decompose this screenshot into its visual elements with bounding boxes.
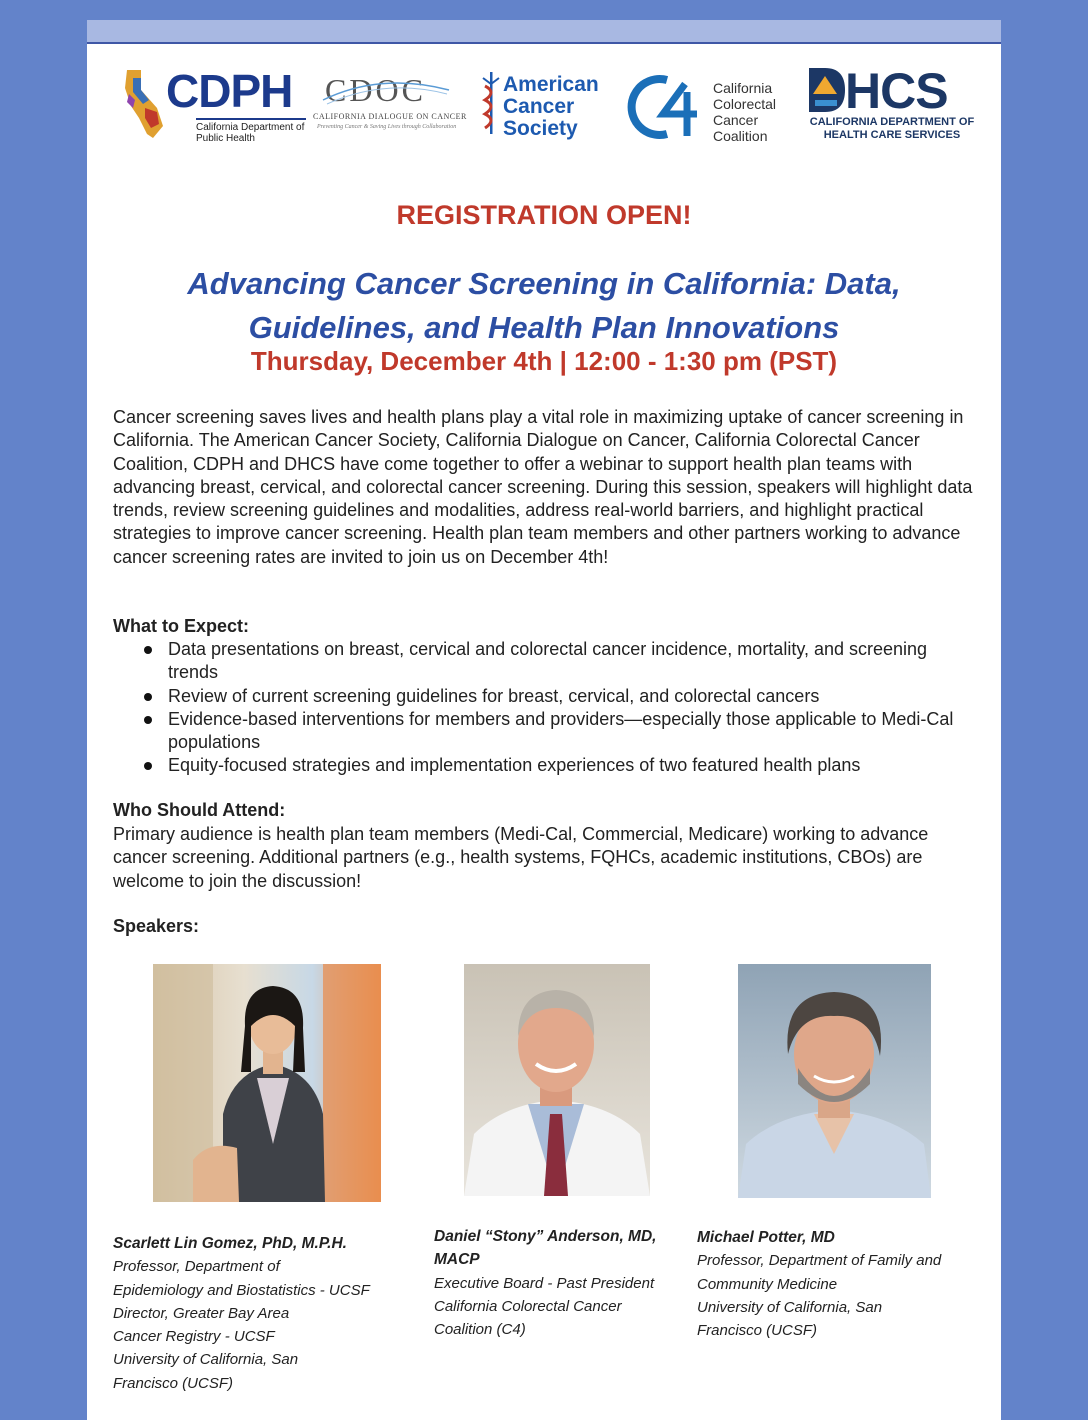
expect-heading: What to Expect: [113, 616, 250, 636]
attend-heading: Who Should Attend: [113, 800, 286, 820]
acs-name-line3: Society [503, 117, 578, 140]
speaker-photo-anderson [464, 964, 650, 1196]
cdoc-tagline: Preventing Cancer & Saving Lives through Collaboration [317, 124, 457, 130]
speaker-photo-potter [738, 964, 931, 1198]
speaker-name: Michael Potter, MD [697, 1229, 835, 1246]
dhcs-name-line2: HEALTH CARE SERVICES [823, 129, 961, 141]
cdoc-name: CALIFORNIA DIALOGUE ON CANCER [313, 112, 467, 121]
dhcs-name [807, 116, 977, 142]
cdph-logo [123, 65, 305, 146]
list-item: Data presentations on breast, cervical and colorectal cancer incidence, mortality, and screening trends [139, 638, 979, 685]
c4-name [713, 80, 776, 144]
c4-logo [627, 66, 787, 146]
list-item: Evidence-based interventions for members and providers—especially those applicable to Medi-Cal populations [139, 708, 979, 755]
event-date: Thursday, December 4th | 12:00 - 1:30 pm (PST) [250, 346, 838, 376]
speaker-line: Community Medicine [697, 1275, 838, 1293]
acs-name-line1: American [503, 73, 599, 96]
portrait-man-doctor-image [464, 964, 650, 1196]
speaker-line: Professor, Department of Family and [697, 1252, 942, 1270]
event-title: Advancing Cancer Screening in California: Data, Guidelines, and Health Plan Innovations [187, 266, 901, 345]
acs-name-line2: Cancer [503, 95, 575, 118]
dhcs-abbr: HCS [845, 63, 948, 119]
partner-logos [117, 63, 977, 146]
dhcs-name-line1: CALIFORNIA DEPARTMENT OF [809, 116, 975, 128]
california-map-icon [123, 68, 167, 140]
c4-name-line1: California [713, 80, 773, 96]
cdph-name-line1: California Department of [196, 122, 305, 133]
cdoc-logo [311, 66, 467, 146]
cdph-abbr: CDPH [166, 65, 293, 117]
c4-name-line3: Cancer [713, 112, 759, 128]
speakers-heading: Speakers: [113, 916, 200, 936]
caduceus-icon [481, 70, 501, 138]
expect-list [139, 638, 979, 778]
acs-logo [479, 66, 619, 146]
list-item: Review of current screening guidelines for breast, cervical, and colorectal cancers [139, 685, 979, 708]
speaker-line: Professor, Department of [113, 1258, 280, 1276]
registration-banner: REGISTRATION OPEN! [396, 200, 692, 230]
c4-mark-icon [627, 72, 709, 140]
cdoc-abbr: CDOC [325, 72, 426, 108]
speaker-line: Executive Board - Past President [434, 1274, 655, 1292]
email-card [87, 20, 1001, 1420]
list-item: Equity-focused strategies and implementation experiences of two featured health plans [139, 754, 979, 777]
portrait-woman-image [153, 964, 381, 1202]
intro-paragraph [113, 406, 975, 569]
top-divider [87, 42, 1001, 44]
speaker-photo-gomez [153, 964, 381, 1202]
speaker-gomez [113, 1232, 383, 1395]
acs-name [503, 74, 599, 140]
intro-text: Cancer screening saves lives and health plans play a vital role in maximizing uptake of cancer screening in California. The American Cancer Society, California Dialogue on Cancer, California Colorectal Cancer Coalition, CDPH and DHCS have come together to offer a webinar to support health plan teams with advancing breast, cervical, and colorectal cancer screening. During this session, speakers will highlight data trends, review screening guidelines and modalities, address real-world barriers, and highlight practical strategies to improve cancer screening. Health plan team members and other partners working to advance cancer screening rates are invited to join us on December 4th! [113, 407, 973, 567]
attend-text: Primary audience is health plan team members (Medi-Cal, Commercial, Medicare) working to advance cancer screening. Additional partners (e.g., health systems, FQHCs, academic institutions, CBOs) are welcome to join the discussion! [113, 824, 929, 891]
speaker-line: Cancer Registry - UCSF [113, 1328, 275, 1346]
speaker-line: Epidemiology and Biostatistics - UCSF [113, 1281, 370, 1299]
swoosh-icon [321, 76, 451, 106]
speaker-name: Scarlett Lin Gomez, PhD, M.P.H. [113, 1235, 347, 1252]
speaker-name: Daniel “Stony” Anderson, MD, MACP [434, 1228, 657, 1269]
dhcs-logo [807, 63, 977, 146]
portrait-man-beard-image [738, 964, 931, 1198]
speaker-line: Director, Greater Bay Area [113, 1304, 290, 1322]
speaker-potter [697, 1226, 967, 1342]
speaker-anderson [434, 1225, 684, 1341]
speaker-line: Francisco (UCSF) [697, 1322, 818, 1340]
c4-name-line4: Coalition [713, 128, 768, 144]
speaker-line: University of California, San [697, 1298, 883, 1316]
dhcs-d-icon [807, 66, 847, 114]
speaker-line: University of California, San [113, 1351, 299, 1369]
speaker-line: Francisco (UCSF) [113, 1374, 234, 1392]
speaker-line: California Colorectal Cancer [434, 1297, 622, 1315]
speaker-line: Coalition (C4) [434, 1321, 526, 1339]
top-band [87, 20, 1001, 42]
cdph-name-line2: Public Health [196, 133, 255, 144]
cdph-name [196, 118, 306, 144]
c4-name-line2: Colorectal [713, 96, 777, 112]
